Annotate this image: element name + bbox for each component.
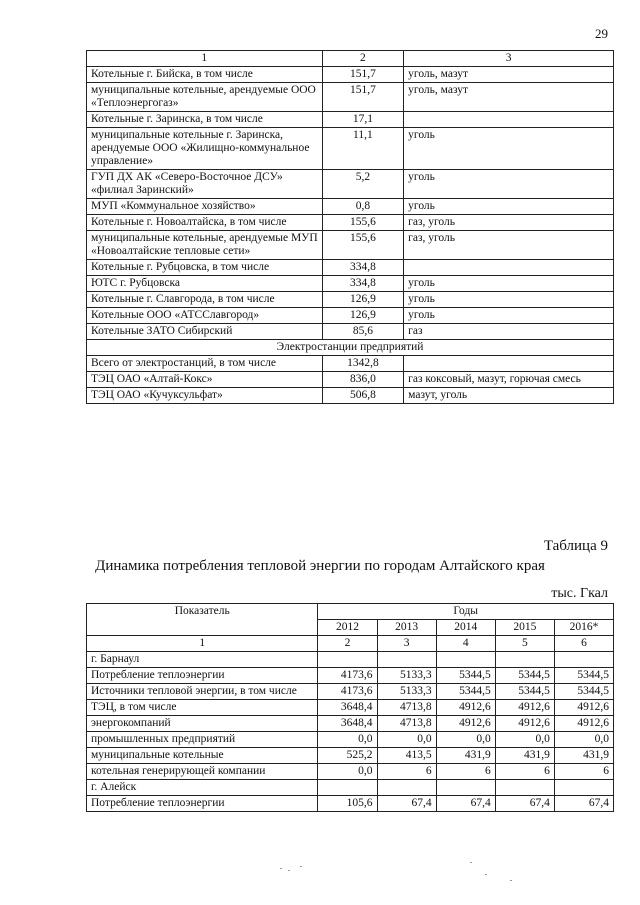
fuel-cell: уголь xyxy=(404,276,614,292)
table-title: Динамика потребления тепловой энергии по городам Алтайского края xyxy=(95,558,545,574)
indicator-label: Потребление теплоэнергии xyxy=(87,668,318,684)
name-cell: ЮТС г. Рубцовска xyxy=(87,276,323,292)
value-cell: 4912,6 xyxy=(495,700,554,716)
table-header-row xyxy=(87,604,614,620)
table-row xyxy=(87,292,614,308)
value-cell: 4713,8 xyxy=(377,700,436,716)
table-row xyxy=(87,372,614,388)
value-cell: 4912,6 xyxy=(554,700,613,716)
empty-cell xyxy=(554,652,613,668)
empty-cell xyxy=(318,652,377,668)
name-cell: Всего от электростанций, в том числе xyxy=(87,356,323,372)
fuel-cell: уголь xyxy=(404,308,614,324)
fuel-cell: уголь xyxy=(404,170,614,199)
fuel-cell: газ коксовый, мазут, горючая смесь xyxy=(404,372,614,388)
boiler-houses-table xyxy=(86,50,614,404)
indicator-label: муниципальные котельные xyxy=(87,748,318,764)
city-row xyxy=(87,652,614,668)
value-cell: 5344,5 xyxy=(495,684,554,700)
table-row xyxy=(87,324,614,340)
value-cell: 5344,5 xyxy=(495,668,554,684)
heat-consumption-table xyxy=(86,603,614,812)
value-cell: 67,4 xyxy=(436,796,495,812)
indicator-label: ТЭЦ, в том числе xyxy=(87,700,318,716)
value-cell: 4173,6 xyxy=(318,668,377,684)
table-row xyxy=(87,764,614,780)
year-cell: 2012 xyxy=(318,620,377,636)
value-cell: 126,9 xyxy=(322,292,404,308)
value-cell: 0,0 xyxy=(318,732,377,748)
value-cell: 5344,5 xyxy=(436,668,495,684)
city-row xyxy=(87,780,614,796)
empty-cell xyxy=(495,652,554,668)
value-cell: 67,4 xyxy=(495,796,554,812)
value-cell: 334,8 xyxy=(322,260,404,276)
name-cell: ТЭЦ ОАО «Алтай-Кокс» xyxy=(87,372,323,388)
value-cell: 0,0 xyxy=(436,732,495,748)
value-cell: 4912,6 xyxy=(436,700,495,716)
fuel-cell: мазут, уголь xyxy=(404,388,614,404)
name-cell: муниципальные котельные, арендуемые МУП «Новоалтайские тепловые сети» xyxy=(87,231,323,260)
empty-cell xyxy=(318,780,377,796)
year-cell: 2014 xyxy=(436,620,495,636)
indicator-label: Потребление теплоэнергии xyxy=(87,796,318,812)
table-header-row xyxy=(87,51,614,67)
index-cell: 5 xyxy=(495,636,554,652)
value-cell: 506,8 xyxy=(322,388,404,404)
header-cell: 2 xyxy=(322,51,404,67)
fuel-cell: газ, уголь xyxy=(404,231,614,260)
table-row xyxy=(87,83,614,112)
year-cell: 2015 xyxy=(495,620,554,636)
indicator-header: Показатель xyxy=(87,604,318,636)
table-row xyxy=(87,716,614,732)
fuel-cell xyxy=(404,112,614,128)
table-row xyxy=(87,67,614,83)
value-cell: 17,1 xyxy=(322,112,404,128)
table-row xyxy=(87,796,614,812)
table-row xyxy=(87,356,614,372)
value-cell: 4912,6 xyxy=(495,716,554,732)
value-cell: 151,7 xyxy=(322,83,404,112)
value-cell: 5344,5 xyxy=(554,684,613,700)
name-cell: Котельные г. Новоалтайска, в том числе xyxy=(87,215,323,231)
name-cell: МУП «Коммунальное хозяйство» xyxy=(87,199,323,215)
value-cell: 105,6 xyxy=(318,796,377,812)
table-row xyxy=(87,668,614,684)
value-cell: 6 xyxy=(436,764,495,780)
name-cell: Котельные ООО «АТССлавгород» xyxy=(87,308,323,324)
scan-artifacts xyxy=(270,860,570,890)
indicator-label: котельная генерирующей компании xyxy=(87,764,318,780)
value-cell: 85,6 xyxy=(322,324,404,340)
value-cell: 5133,3 xyxy=(377,668,436,684)
value-cell: 3648,4 xyxy=(318,700,377,716)
indicator-label: энергокомпаний xyxy=(87,716,318,732)
fuel-cell: газ xyxy=(404,324,614,340)
header-cell: 1 xyxy=(87,51,323,67)
index-cell: 1 xyxy=(87,636,318,652)
value-cell: 5344,5 xyxy=(436,684,495,700)
value-cell: 334,8 xyxy=(322,276,404,292)
year-cell: 2013 xyxy=(377,620,436,636)
city-name: г. Алейск xyxy=(87,780,318,796)
fuel-cell xyxy=(404,260,614,276)
name-cell: Котельные г. Рубцовска, в том числе xyxy=(87,260,323,276)
value-cell: 0,0 xyxy=(318,764,377,780)
table-row xyxy=(87,260,614,276)
index-cell: 4 xyxy=(436,636,495,652)
name-cell: муниципальные котельные г. Заринска, арендуемые ООО «Жилищно-коммунальное управление» xyxy=(87,128,323,170)
value-cell: 5344,5 xyxy=(554,668,613,684)
page-number: 29 xyxy=(595,26,608,41)
table-row xyxy=(87,748,614,764)
header-cell: 3 xyxy=(404,51,614,67)
table-row xyxy=(87,388,614,404)
section-row xyxy=(87,340,614,356)
fuel-cell: уголь xyxy=(404,199,614,215)
value-cell: 155,6 xyxy=(322,231,404,260)
value-cell: 67,4 xyxy=(554,796,613,812)
value-cell: 151,7 xyxy=(322,67,404,83)
value-cell: 0,0 xyxy=(495,732,554,748)
name-cell: муниципальные котельные, арендуемые ООО «Теплоэнергогаз» xyxy=(87,83,323,112)
empty-cell xyxy=(436,780,495,796)
table-row xyxy=(87,700,614,716)
index-cell: 2 xyxy=(318,636,377,652)
fuel-cell: газ, уголь xyxy=(404,215,614,231)
year-cell: 2016* xyxy=(554,620,613,636)
table-row xyxy=(87,199,614,215)
fuel-cell: уголь xyxy=(404,292,614,308)
table-row xyxy=(87,308,614,324)
empty-cell xyxy=(554,780,613,796)
value-cell: 431,9 xyxy=(495,748,554,764)
value-cell: 4912,6 xyxy=(554,716,613,732)
value-cell: 413,5 xyxy=(377,748,436,764)
name-cell: Котельные г. Славгорода, в том числе xyxy=(87,292,323,308)
table-row xyxy=(87,170,614,199)
empty-cell xyxy=(495,780,554,796)
city-name: г. Барнаул xyxy=(87,652,318,668)
indicator-label: Источники тепловой энергии, в том числе xyxy=(87,684,318,700)
value-cell: 3648,4 xyxy=(318,716,377,732)
name-cell: Котельные ЗАТО Сибирский xyxy=(87,324,323,340)
value-cell: 1342,8 xyxy=(322,356,404,372)
table-row xyxy=(87,684,614,700)
value-cell: 836,0 xyxy=(322,372,404,388)
empty-cell xyxy=(377,780,436,796)
name-cell: Котельные г. Заринска, в том числе xyxy=(87,112,323,128)
index-row xyxy=(87,636,614,652)
value-cell: 0,0 xyxy=(377,732,436,748)
name-cell: Котельные г. Бийска, в том числе xyxy=(87,67,323,83)
empty-cell xyxy=(436,652,495,668)
value-cell: 525,2 xyxy=(318,748,377,764)
name-cell: ГУП ДХ АК «Северо-Восточное ДСУ» «филиал Заринский» xyxy=(87,170,323,199)
fuel-cell: уголь, мазут xyxy=(404,83,614,112)
value-cell: 67,4 xyxy=(377,796,436,812)
name-cell: ТЭЦ ОАО «Кучуксульфат» xyxy=(87,388,323,404)
value-cell: 4912,6 xyxy=(436,716,495,732)
section-title: Электростанции предприятий xyxy=(87,340,614,356)
empty-cell xyxy=(377,652,436,668)
value-cell: 155,6 xyxy=(322,215,404,231)
value-cell: 5,2 xyxy=(322,170,404,199)
table-caption: Таблица 9 xyxy=(543,538,608,554)
table-row xyxy=(87,276,614,292)
value-cell: 4713,8 xyxy=(377,716,436,732)
units-label: тыс. Гкал xyxy=(551,586,608,601)
value-cell: 6 xyxy=(495,764,554,780)
years-header: Годы xyxy=(318,604,614,620)
table-row xyxy=(87,112,614,128)
table-row xyxy=(87,215,614,231)
fuel-cell: уголь, мазут xyxy=(404,67,614,83)
value-cell: 0,8 xyxy=(322,199,404,215)
table-row xyxy=(87,231,614,260)
fuel-cell xyxy=(404,356,614,372)
index-cell: 3 xyxy=(377,636,436,652)
index-cell: 6 xyxy=(554,636,613,652)
value-cell: 0,0 xyxy=(554,732,613,748)
table-row xyxy=(87,128,614,170)
value-cell: 431,9 xyxy=(436,748,495,764)
table-row xyxy=(87,732,614,748)
value-cell: 6 xyxy=(554,764,613,780)
value-cell: 5133,3 xyxy=(377,684,436,700)
indicator-label: промышленных предприятий xyxy=(87,732,318,748)
value-cell: 4173,6 xyxy=(318,684,377,700)
value-cell: 431,9 xyxy=(554,748,613,764)
value-cell: 126,9 xyxy=(322,308,404,324)
value-cell: 11,1 xyxy=(322,128,404,170)
fuel-cell: уголь xyxy=(404,128,614,170)
value-cell: 6 xyxy=(377,764,436,780)
